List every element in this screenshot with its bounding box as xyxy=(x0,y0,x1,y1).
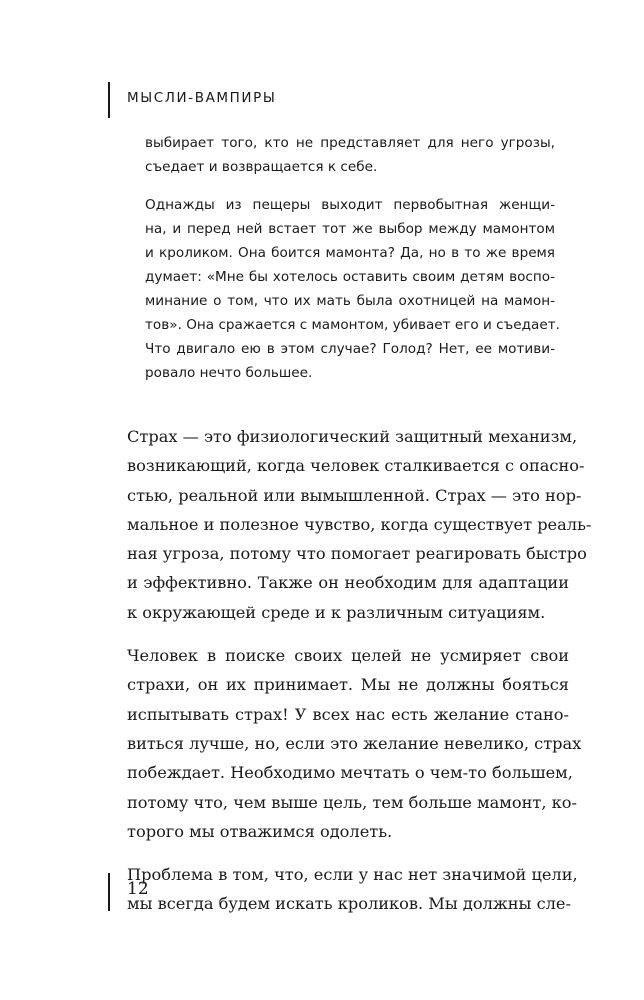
text-line: Однажды из пещеры выходит первобытная женщи- xyxy=(145,197,555,213)
text-line: мы всегда будем искать кроликов. Мы должны сле- xyxy=(127,894,571,914)
text-line: ровало нечто большее. xyxy=(145,365,313,381)
text-line: тов». Она сражается с мамонтом, убивает его и съедает. xyxy=(145,317,560,333)
page-number: 12 xyxy=(127,879,149,899)
text-line: минание о том, что их мать была охотницей на мамон- xyxy=(145,293,555,309)
text-line: на, и перед ней встает тот же выбор между мамонтом xyxy=(145,221,555,237)
text-line: возникающий, когда человек сталкивается с опасно- xyxy=(127,456,585,476)
text-line: потому что, чем выше цель, тем больше мамонт, ко- xyxy=(127,792,577,812)
header-rule xyxy=(108,82,110,118)
body-paragraph xyxy=(127,641,582,846)
text-line: торого мы отважимся одолеть. xyxy=(127,821,393,841)
text-line: стью, реальной или вымышленной. Страх — это нор- xyxy=(127,485,582,505)
text-line: Страх — это физиологический защитный механизм, xyxy=(127,427,578,446)
body-paragraph xyxy=(127,860,578,919)
text-line: Человек в поиске своих целей не усмиряет свои xyxy=(127,646,569,666)
text-line: Что двигало ею в этом случае? Голод? Нет, ее мотиви- xyxy=(145,341,555,357)
text-line: и эффективно. Также он необходим для адаптации xyxy=(127,573,569,593)
text-line: виться лучше, но, если это желание невелико, страх xyxy=(127,733,582,753)
quote-paragraph xyxy=(145,193,560,385)
text-line: страхи, он их принимает. Мы не должны бояться xyxy=(127,675,569,695)
quote-block xyxy=(145,131,560,399)
text-line: и кроликом. Она боится мамонта? Да, но в то же время xyxy=(145,245,555,261)
body-paragraph xyxy=(127,422,592,627)
footer-rule xyxy=(108,873,110,911)
text-line: мальное и полезное чувство, когда существует реаль- xyxy=(127,514,592,534)
text-line: Проблема в том, что, если у нас нет значимой цели, xyxy=(127,865,578,885)
text-line: ная угроза, потому что помогает реагировать быстро xyxy=(127,544,587,564)
text-line: испытывать страх! У всех нас есть желание стано- xyxy=(127,704,569,724)
quote-paragraph xyxy=(145,131,555,179)
text-line: думает: «Мне бы хотелось оставить своим детям воспо- xyxy=(145,269,555,285)
text-line: побеждает. Необходимо мечтать о чем-то большем, xyxy=(127,763,573,783)
main-text xyxy=(127,422,592,933)
text-line: выбирает того, кто не представляет для него угрозы, xyxy=(145,135,555,151)
running-head: МЫСЛИ-ВАМПИРЫ xyxy=(127,90,277,106)
text-line: к окружающей среде и к различным ситуациям. xyxy=(127,602,546,622)
text-line: съедает и возвращается к себе. xyxy=(145,159,378,175)
